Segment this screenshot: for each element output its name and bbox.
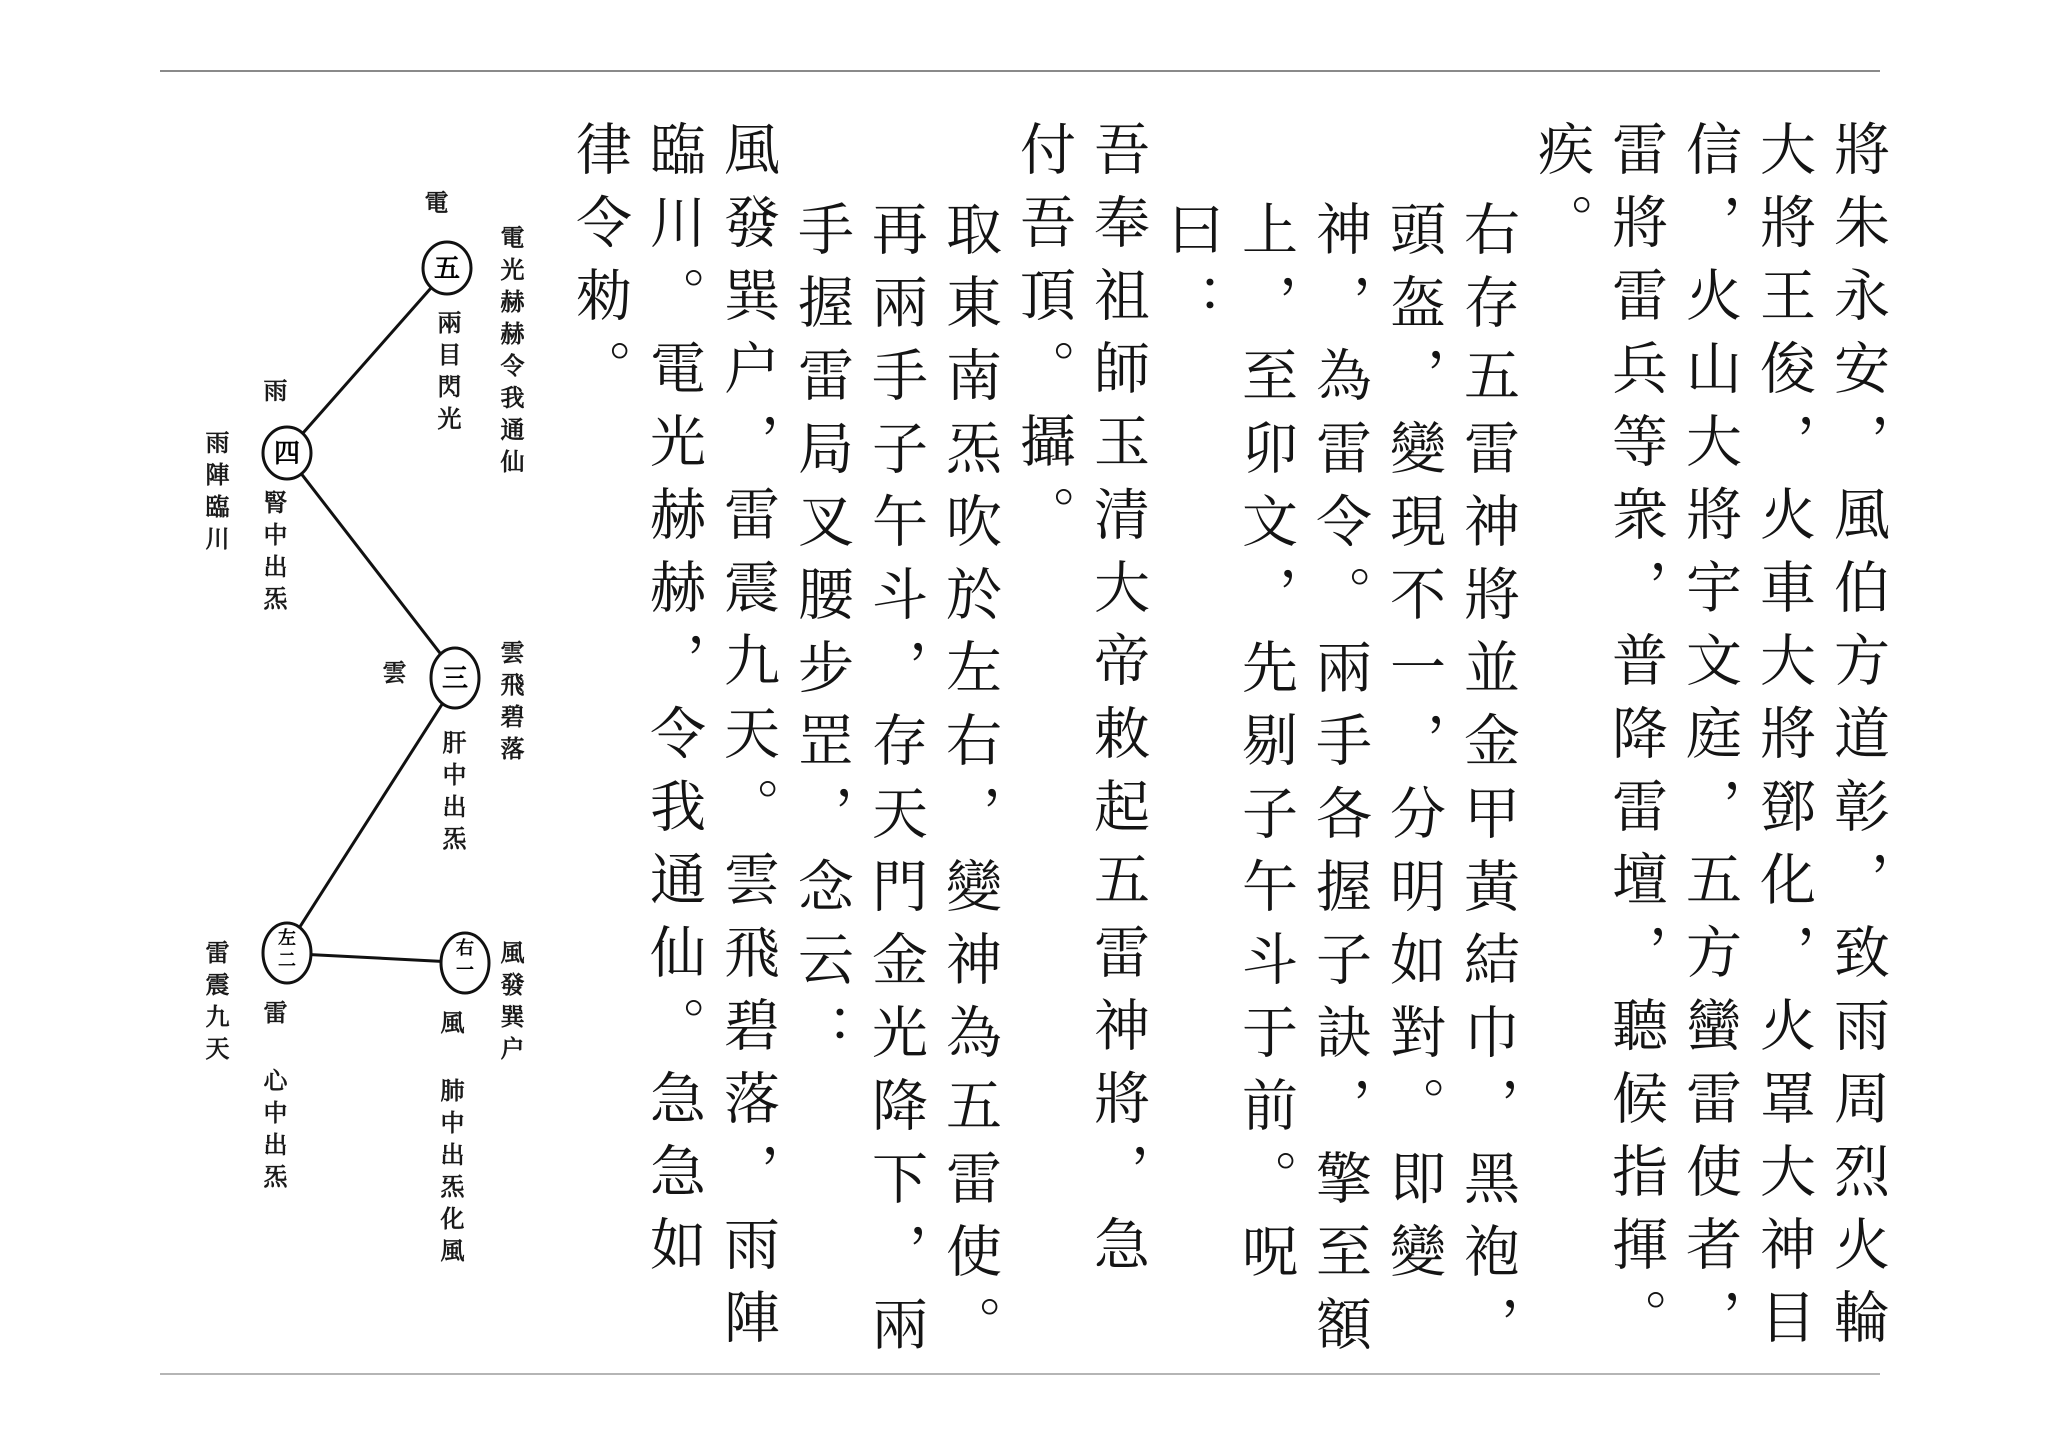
text-column: 再兩手子午斗，存天門金光降下，兩 (863, 200, 928, 1368)
text-column: 風發巽户，雷震九天。雲飛碧落，雨陣 (715, 120, 780, 1361)
node-right-one (441, 933, 489, 993)
edge-four-three (301, 474, 440, 654)
diagram-label-right-one-below: 風 肺中出炁化風 (436, 1010, 464, 1270)
node-four (263, 427, 311, 479)
diagram-label-five-below: 兩目閃光 (433, 310, 461, 438)
text-column: 信，火山大將宇文庭，五方蠻雷使者， (1677, 120, 1742, 1361)
node-label: 一 (456, 960, 474, 981)
edge-left-two-right-one (311, 955, 441, 962)
text-column: 吾奉祖師玉清大帝敕起五雷神將，急 (1085, 120, 1150, 1288)
node-five (423, 242, 471, 294)
diagram-lines (0, 0, 700, 1447)
node-label: 左 (278, 928, 296, 949)
text-column: 臨川。電光赫赫，令我通仙。急急如 (641, 120, 706, 1288)
diagram-label-three-side-left: 雲 (378, 660, 406, 692)
diagram-label-left-two-below: 雷 心中出炁 (259, 1000, 287, 1196)
text-column: 將朱永安，風伯方道彰，致雨周烈火輪 (1825, 120, 1890, 1361)
node-label: 五 (433, 254, 461, 284)
text-column: 手握雷局叉腰步罡，念云： (789, 200, 854, 1076)
text-column: 曰： (1159, 200, 1224, 346)
text-column: 右存五雷神將並金甲黃結巾，黑袍， (1455, 200, 1520, 1368)
diagram-label-four-side: 雨陣臨川 (201, 430, 229, 558)
node-three (431, 648, 479, 708)
node-label: 四 (273, 439, 301, 469)
node-label: 三 (441, 664, 469, 694)
diagram-label-five-side: 電光赫赫令我通仙 (496, 225, 524, 481)
text-column: 付吾頂。攝。 (1011, 120, 1076, 558)
text-column: 疾。 (1529, 120, 1594, 266)
text-column: 神，為雷令。兩手各握子訣，擎至額 (1307, 200, 1372, 1368)
text-column: 頭盔，變現不一，分明如對。即變 (1381, 200, 1446, 1295)
five-thunder-diagram (0, 0, 700, 1447)
edge-five-four (303, 288, 432, 434)
node-left-two (263, 923, 311, 983)
diagram-label-left-two-side: 雷震九天 (201, 940, 229, 1068)
text-column: 上，至卯文，先剔子午斗于前。呪 (1233, 200, 1298, 1295)
text-column: 取東南炁吹於左右，變神為五雷使。 (937, 200, 1002, 1368)
diagram-label-four-below: 腎中出炁 (259, 490, 287, 618)
diagram-label-five-top: 電 (420, 190, 448, 222)
node-label: 二 (278, 950, 296, 971)
diagram-label-three-below: 肝中出炁 (438, 730, 466, 858)
diagram-label-three-side: 雲飛碧落 (496, 640, 524, 768)
text-column: 律令勑。 (567, 120, 632, 412)
edge-three-left-two (300, 704, 443, 928)
diagram-label-right-one-side: 風發巽户 (496, 940, 524, 1068)
text-column: 雷將雷兵等衆，普降雷壇，聽候指揮。 (1603, 120, 1668, 1361)
node-label: 右 (456, 938, 474, 959)
diagram-label-four-top: 雨 (259, 378, 287, 410)
text-column: 大將王俊，火車大將鄧化，火罩大神目 (1751, 120, 1816, 1361)
